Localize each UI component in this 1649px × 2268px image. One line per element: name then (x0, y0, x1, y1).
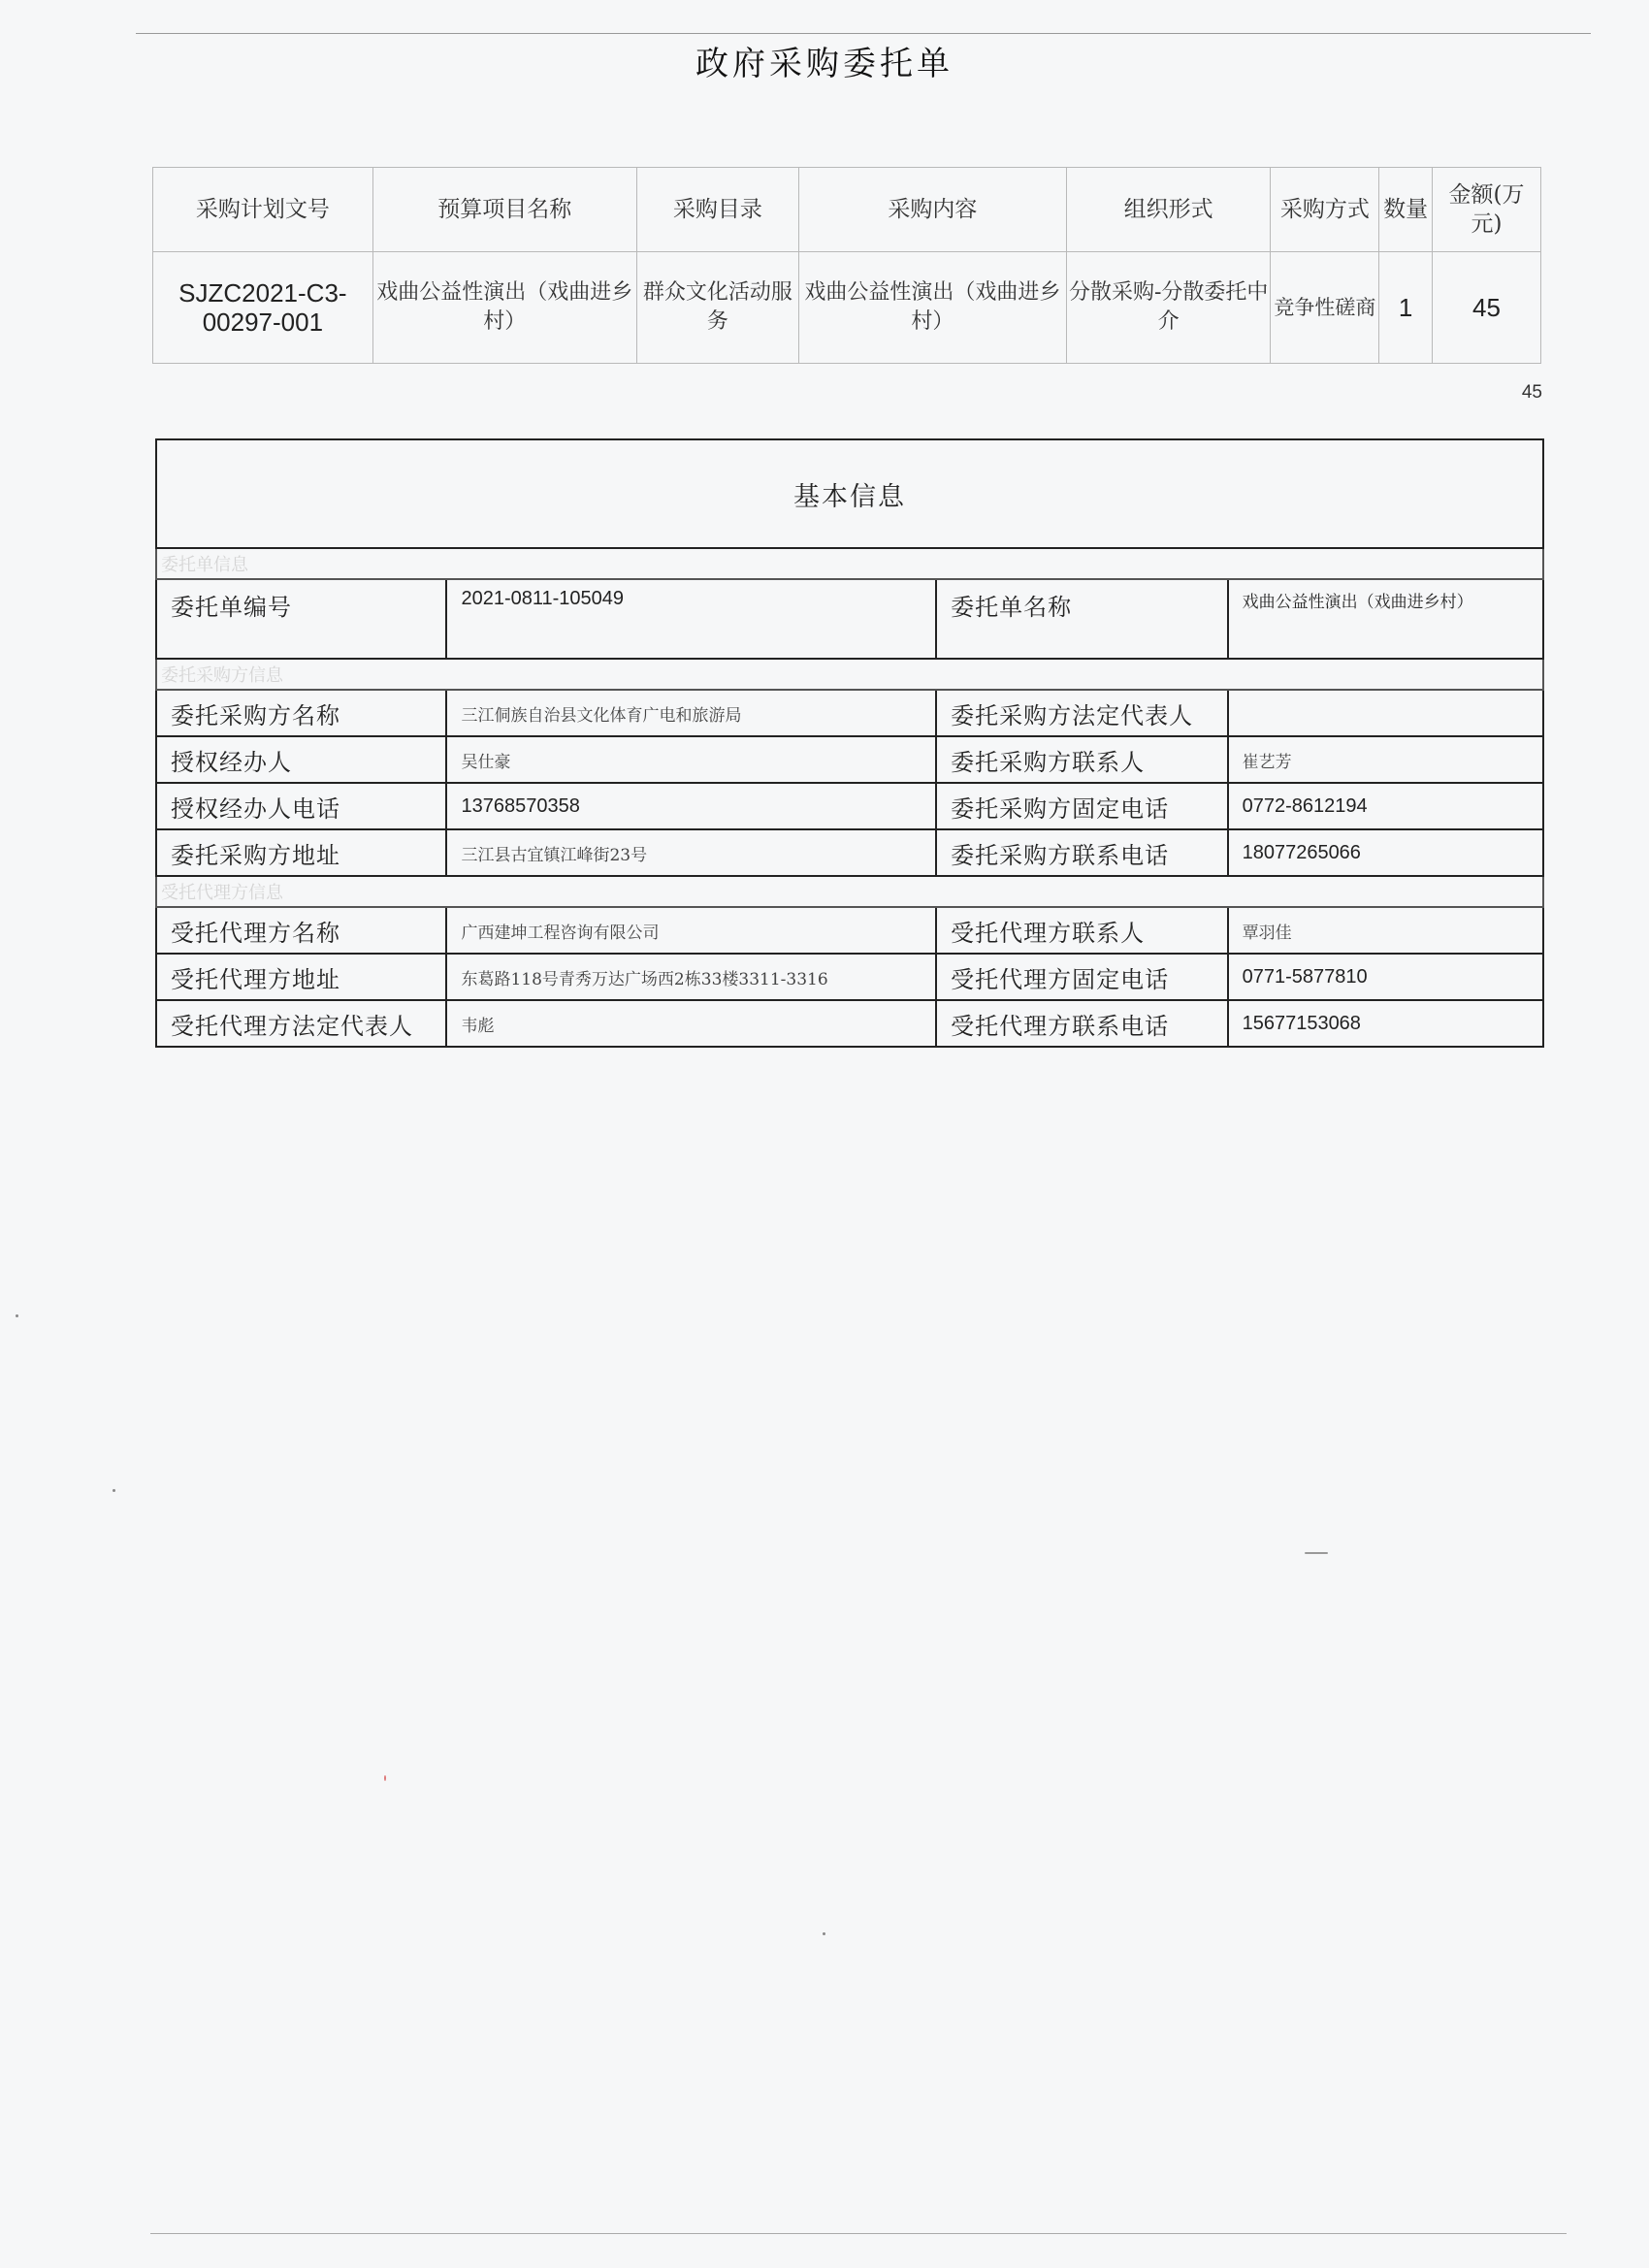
agent-contact-phone-label: 受托代理方联系电话 (936, 1000, 1227, 1047)
header-method: 采购方式 (1271, 168, 1379, 252)
budget-project-cell: 戏曲公益性演出（戏曲进乡村） (372, 252, 636, 364)
top-rule (136, 33, 1591, 34)
document-title: 政府采购委托单 (695, 45, 954, 83)
agent-address-value: 东葛路118号青秀万达广场西2栋33楼3311-3316 (446, 954, 936, 1000)
header-catalog: 采购目录 (636, 168, 798, 252)
handler-row (156, 736, 1543, 783)
handler-phone-label: 授权经办人电话 (156, 783, 446, 829)
purchaser-contact-value: 崔艺芳 (1228, 736, 1543, 783)
purchaser-legal-label: 委托采购方法定代表人 (936, 690, 1227, 736)
org-form-cell: 分散采购-分散委托中介 (1066, 252, 1271, 364)
order-name-value: 戏曲公益性演出（戏曲进乡村） (1228, 579, 1543, 659)
order-name-label: 委托单名称 (936, 579, 1227, 659)
agent-legal-label: 受托代理方法定代表人 (156, 1000, 446, 1047)
basic-info-caption: 基本信息 (156, 439, 1543, 548)
agent-address-label: 受托代理方地址 (156, 954, 446, 1000)
header-org-form: 组织形式 (1066, 168, 1271, 252)
section-agent-row (156, 876, 1543, 907)
purchaser-contact-phone-label: 委托采购方联系电话 (936, 829, 1227, 876)
purchaser-name-row (156, 690, 1543, 736)
scan-speck (384, 1775, 386, 1781)
plan-no-cell: SJZC2021-C3-00297-001 (153, 252, 373, 364)
purchaser-fixed-phone-label: 委托采购方固定电话 (936, 783, 1227, 829)
bottom-rule (150, 2233, 1567, 2234)
purchaser-fixed-phone-value: 0772-8612194 (1228, 783, 1543, 829)
basic-info-caption-row (156, 439, 1543, 548)
summary-header-row (153, 168, 1541, 252)
order-row (156, 579, 1543, 659)
agent-legal-value: 韦彪 (446, 1000, 936, 1047)
section-order-row (156, 548, 1543, 579)
agent-address-row (156, 954, 1543, 1000)
quantity-cell: 1 (1379, 252, 1433, 364)
header-quantity: 数量 (1379, 168, 1433, 252)
agent-name-label: 受托代理方名称 (156, 907, 446, 954)
scan-speck (1305, 1552, 1328, 1554)
handler-value: 吴仕豪 (446, 736, 936, 783)
catalog-cell: 群众文化活动服务 (636, 252, 798, 364)
section-agent-info: 受托代理方信息 (156, 876, 1543, 907)
basic-info-table (155, 438, 1544, 1048)
amount-cell: 45 (1432, 252, 1540, 364)
agent-name-row (156, 907, 1543, 954)
agent-contact-label: 受托代理方联系人 (936, 907, 1227, 954)
purchaser-address-value: 三江县古宜镇江峰街23号 (446, 829, 936, 876)
agent-fixed-phone-value: 0771-5877810 (1228, 954, 1543, 1000)
scan-speck (16, 1314, 18, 1317)
header-budget-project: 预算项目名称 (372, 168, 636, 252)
agent-legal-row (156, 1000, 1543, 1047)
header-amount: 金额(万元) (1432, 168, 1540, 252)
purchaser-contact-phone-value: 18077265066 (1228, 829, 1543, 876)
agent-fixed-phone-label: 受托代理方固定电话 (936, 954, 1227, 1000)
order-no-label: 委托单编号 (156, 579, 446, 659)
agent-contact-phone-value: 15677153068 (1228, 1000, 1543, 1047)
scan-speck (113, 1489, 115, 1492)
order-no-value: 2021-0811-105049 (446, 579, 936, 659)
summary-data-row (153, 252, 1541, 364)
section-purchaser-info: 委托采购方信息 (156, 659, 1543, 690)
header-plan-no: 采购计划文号 (153, 168, 373, 252)
procurement-summary-table (152, 167, 1541, 364)
purchaser-address-label: 委托采购方地址 (156, 829, 446, 876)
agent-contact-value: 覃羽佳 (1228, 907, 1543, 954)
method-cell: 竞争性磋商 (1271, 252, 1379, 364)
agent-name-value: 广西建坤工程咨询有限公司 (446, 907, 936, 954)
content-cell: 戏曲公益性演出（戏曲进乡村） (798, 252, 1066, 364)
handler-phone-row (156, 783, 1543, 829)
handler-label: 授权经办人 (156, 736, 446, 783)
total-amount: 45 (1521, 382, 1542, 403)
purchaser-name-label: 委托采购方名称 (156, 690, 446, 736)
section-order-info: 委托单信息 (156, 548, 1543, 579)
purchaser-legal-value (1228, 690, 1543, 736)
section-purchaser-row (156, 659, 1543, 690)
purchaser-address-row (156, 829, 1543, 876)
purchaser-contact-label: 委托采购方联系人 (936, 736, 1227, 783)
scan-speck (823, 1932, 825, 1935)
handler-phone-value: 13768570358 (446, 783, 936, 829)
header-content: 采购内容 (798, 168, 1066, 252)
purchaser-name-value: 三江侗族自治县文化体育广电和旅游局 (446, 690, 936, 736)
